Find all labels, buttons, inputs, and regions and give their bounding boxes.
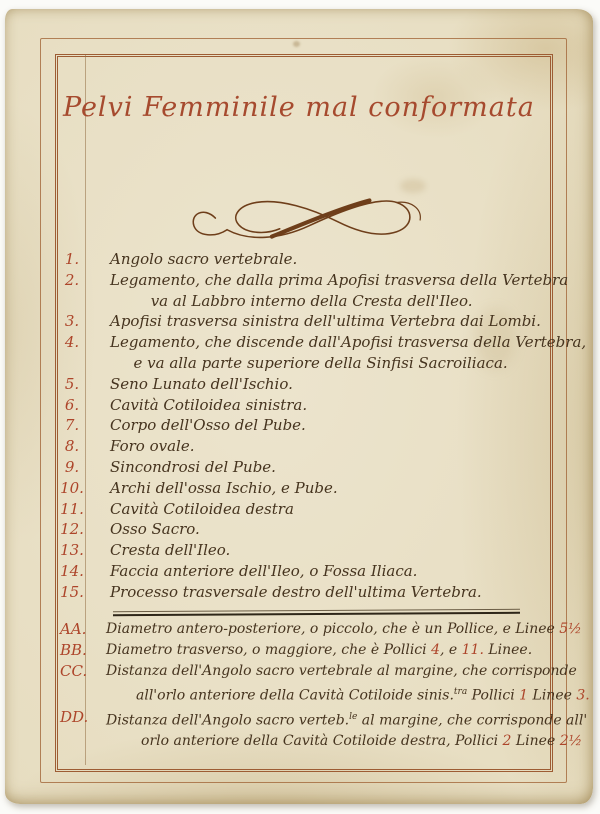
item-number: 1. — [64, 250, 80, 268]
item-text: Processo trasversale destro dell'ultima Vertebra. — [110, 582, 482, 601]
measurement-value: 4 — [431, 642, 440, 658]
item-number: 3. — [64, 312, 80, 331]
list-item — [58, 332, 587, 374]
item-text: Apofisi trasversa sinistra dell'ultima Vertebra dai Lombi. — [110, 312, 541, 331]
item-text: Faccia anteriore dell'Ileo, o Fossa Iliaca. — [110, 561, 418, 580]
item-text: Archi dell'ossa Ischio, e Pube. — [110, 478, 338, 497]
item-text: Cresta dell'Ileo. — [110, 541, 231, 560]
item-number: 7. — [64, 416, 80, 435]
page-title: Pelvi Femminile mal conformata — [63, 92, 535, 123]
item-number: 2. — [64, 270, 80, 289]
list-item — [58, 249, 556, 270]
measurement-text: Distanza dell'Angolo sacro vertebrale al margine, che corrisponde all'orlo anteriore della Cavità Cotiloide sinis.$^{tra}$ Pollici 1 Linee 3. — [106, 661, 590, 707]
list-item — [58, 436, 556, 457]
item-number: 10. — [60, 478, 84, 497]
item-number: 15. — [60, 582, 84, 601]
item-text: Foro ovale. — [110, 437, 195, 456]
item-number: 14. — [60, 561, 84, 580]
list-item — [58, 457, 556, 478]
measurement-text: Diametro antero-posteriore, o piccolo, che è un Pollice, e Linee 5½ — [106, 621, 582, 637]
paper-sheet — [5, 9, 593, 804]
measurements-list — [58, 619, 590, 752]
measurement-value: 3. — [576, 687, 590, 704]
list-item — [58, 478, 556, 499]
measurement-row — [58, 619, 582, 640]
list-item — [58, 540, 556, 561]
measurement-row — [58, 661, 590, 707]
measurement-text-continuation: all'orlo anteriore della Cavità Cotiloide sinis.$^{tra}$ Pollici 1 Linee 3. — [136, 687, 590, 704]
list-item — [58, 270, 569, 312]
flourish-ornament-icon — [183, 181, 433, 259]
measurement-row — [58, 707, 588, 753]
item-text-continuation: va al Labbro interno della Cresta dell'Ileo. — [150, 291, 473, 310]
item-number: 5. — [64, 374, 80, 393]
item-text: Legamento, che discende dall'Apofisi trasversa della Vertebra, e va alla parte superiore della Sinfisi Sacroiliaca. — [110, 333, 587, 372]
list-item — [58, 374, 556, 395]
anatomy-parts-list — [58, 249, 587, 603]
measurement-label: BB. — [60, 641, 87, 659]
item-number: 13. — [60, 541, 84, 560]
measurement-value: 5½ — [559, 621, 582, 637]
measurement-text-continuation: orlo anteriore della Cavità Cotiloide destra, Pollici 2 Linee 2½ — [141, 733, 583, 750]
measurement-value: 11. — [461, 642, 484, 658]
item-number: 12. — [60, 520, 84, 539]
item-text: Corpo dell'Osso del Pube. — [110, 416, 306, 435]
list-item — [58, 395, 556, 416]
item-text: Cavità Cotiloidea sinistra. — [110, 395, 308, 414]
measurement-label: AA. — [60, 620, 87, 638]
list-item — [58, 519, 556, 540]
item-number: 9. — [64, 457, 80, 476]
item-number: 11. — [60, 499, 84, 518]
measurement-label: DD. — [60, 707, 89, 726]
measurement-label: CC. — [60, 662, 88, 680]
list-item — [58, 561, 556, 582]
item-number: 4. — [64, 333, 80, 352]
list-item — [58, 499, 556, 520]
item-number: 6. — [64, 395, 80, 414]
list-item — [58, 415, 556, 436]
item-text: Seno Lunato dell'Ischio. — [110, 374, 293, 393]
measurement-value: 1 — [519, 687, 529, 704]
measurement-text: Distanza dell'Angolo sacro verteb.$^{le}$ al margine, che corrisponde all' orlo anteriore della Cavità Cotiloide destra, Pollici 2 Linee 2½ — [106, 707, 587, 753]
list-item — [58, 582, 556, 603]
measurement-row — [58, 640, 560, 661]
item-number: 8. — [64, 437, 80, 456]
measurement-value: 2½ — [559, 733, 583, 750]
list-item — [58, 311, 556, 332]
item-text: Legamento, che dalla prima Apofisi trasversa della Vertebra va al Labbro interno della Cresta dell'Ileo. — [110, 270, 569, 310]
item-text: Sincondrosi del Pube. — [110, 457, 276, 476]
measurement-value: 2 — [502, 733, 512, 750]
measurement-text: Diametro trasverso, o maggiore, che è Pollici 4, e 11. Linee. — [106, 642, 533, 658]
item-text: Osso Sacro. — [110, 520, 200, 539]
item-text-continuation: e va alla parte superiore della Sinfisi Sacroiliaca. — [133, 353, 508, 372]
item-text: Cavità Cotiloidea destra — [110, 499, 294, 518]
item-text: Angolo sacro vertebrale. — [110, 250, 298, 268]
